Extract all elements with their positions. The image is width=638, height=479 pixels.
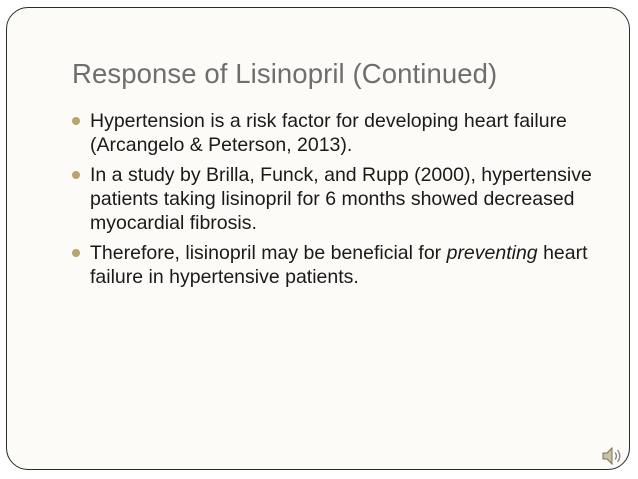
- bullet-item: [72, 163, 612, 235]
- bullet-text-tail: heart failure in hypertensive patients.: [90, 242, 588, 288]
- bullet-emphasis: preventing: [446, 242, 538, 264]
- bullet-text-lead: Therefore, lisinopril may be beneficial for: [90, 242, 447, 264]
- bullet-item: [72, 109, 612, 157]
- bullet-list: [72, 109, 612, 295]
- slide-title: Response of Lisinopril (Continued): [72, 58, 498, 89]
- bullet-text: Hypertension is a risk factor for developing heart failure (Arcangelo & Peterson, 2013).: [90, 110, 567, 156]
- speaker-icon[interactable]: [600, 444, 624, 468]
- bullet-dot-icon: [72, 249, 80, 257]
- bullet-dot-icon: [72, 171, 80, 179]
- bullet-item: [72, 241, 612, 289]
- bullet-dot-icon: [72, 117, 80, 125]
- bullet-text: In a study by Brilla, Funck, and Rupp (2000), hypertensive patients taking lisinopril for 6 months showed decreased myocardial fibrosis.: [90, 164, 592, 234]
